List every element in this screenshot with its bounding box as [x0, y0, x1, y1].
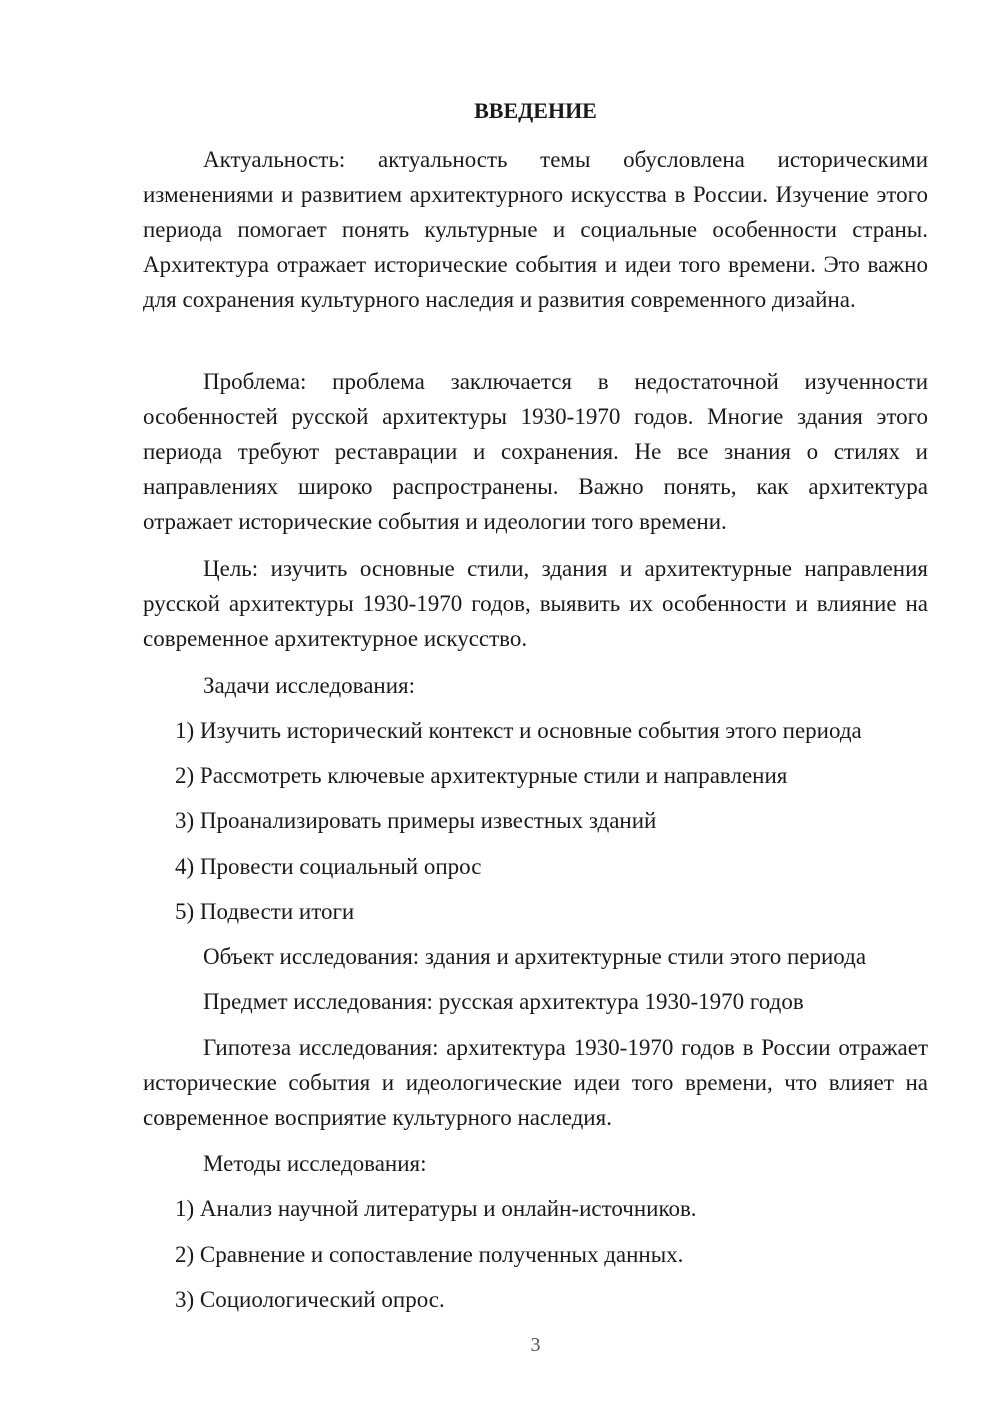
list-item: 2) Рассмотреть ключевые архитектурные стили и направления: [175, 763, 788, 788]
list-item: 1) Анализ научной литературы и онлайн-источников.: [175, 1196, 697, 1221]
goal-paragraph: Цель: изучить основные стили, здания и архитектурные направления русской архитектуры 1930-1970 годов, выявить их особенности и влияние на современное архитектурное искусство.: [143, 556, 928, 651]
list-item: 1) Изучить исторический контекст и основные события этого периода: [175, 718, 862, 743]
tasks-title: Задачи исследования:: [203, 673, 416, 698]
object-line: Объект исследования: здания и архитектурные стили этого периода: [203, 944, 867, 969]
subject-line: Предмет исследования: русская архитектура 1930-1970 годов: [203, 989, 804, 1014]
list-item: 5) Подвести итоги: [175, 899, 355, 924]
list-item: 2) Сравнение и сопоставление полученных данных.: [175, 1242, 684, 1267]
list-item: 3) Социологический опрос.: [175, 1287, 445, 1312]
page-number: 3: [530, 1334, 541, 1356]
list-item: 3) Проанализировать примеры известных зданий: [175, 808, 657, 833]
page-title: ВВЕДЕНИЕ: [474, 98, 597, 123]
methods-title: Методы исследования:: [203, 1151, 427, 1176]
problem-paragraph: Проблема: проблема заключается в недостаточной изученности особенностей русской архитектуры 1930-1970 годов. Многие здания этого периода требуют реставрации и сохранения. Не все знания о стилях и направлениях широко распространены. Важно понять, как архитектура отражает исторические события и идеологии того времени.: [143, 369, 928, 534]
list-item: 4) Провести социальный опрос: [175, 854, 482, 879]
hypothesis-paragraph: Гипотеза исследования: архитектура 1930-1970 годов в России отражает исторические события и идеологические идеи того времени, что влияет на современное восприятие культурного наследия.: [143, 1035, 928, 1130]
document-page: [143, 0, 928, 1414]
relevance-paragraph: Актуальность: актуальность темы обусловлена историческими изменениями и развитием архитектурного искусства в России. Изучение этого периода помогает понять культурные и социальные особенности страны. Архитектура отражает исторические события и идеи того времени. Это важно для сохранения культурного наследия и развития современного дизайна.: [143, 147, 928, 312]
